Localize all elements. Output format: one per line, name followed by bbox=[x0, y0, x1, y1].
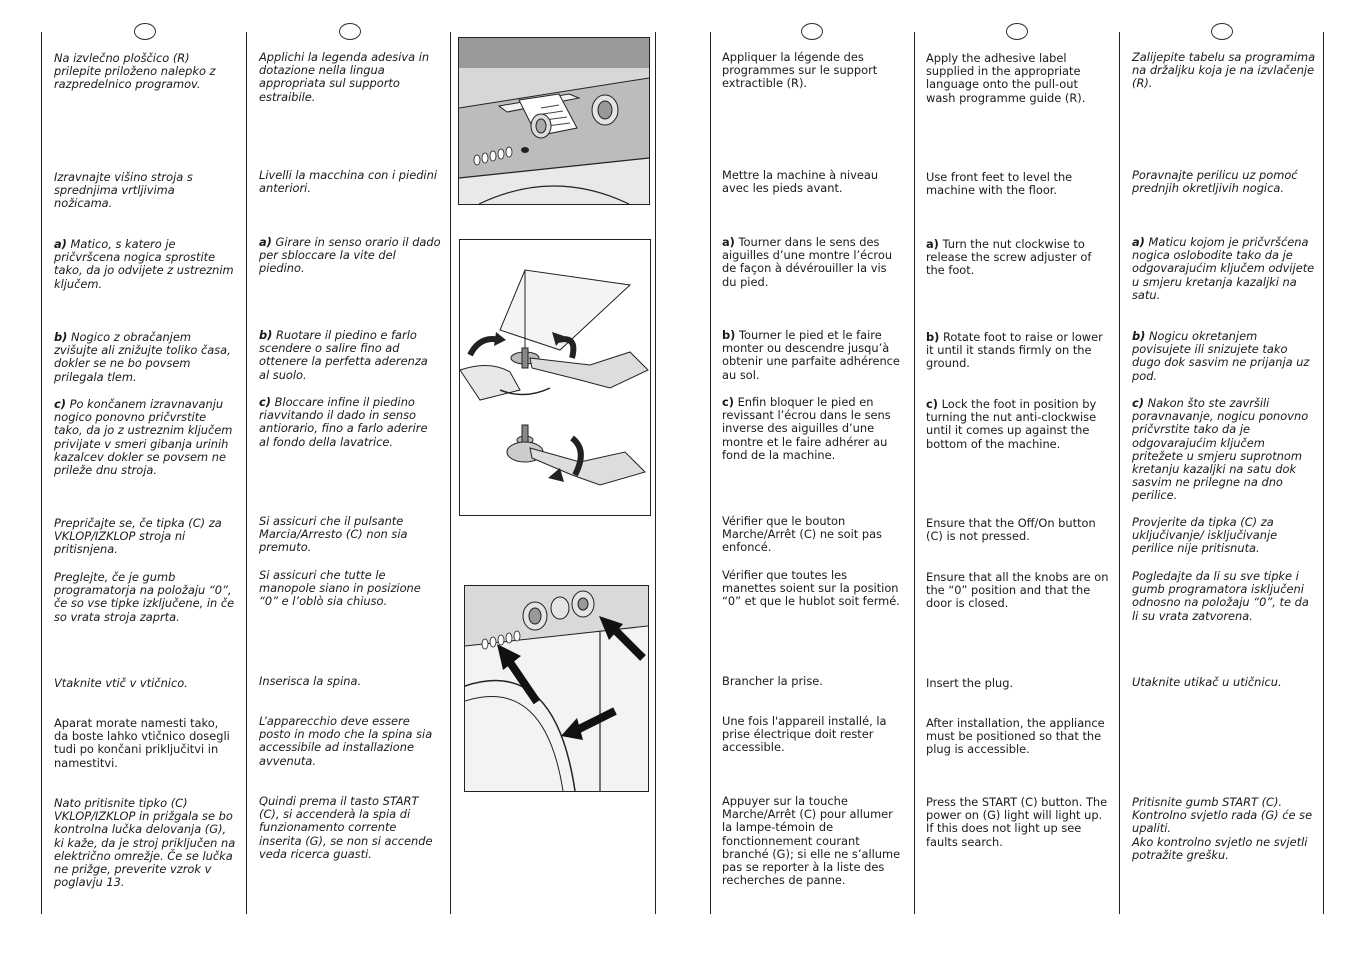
step-text: Lock the foot in position by turning the nut anti-clockwise until it comes up against the bottom of the machine. bbox=[926, 397, 1097, 451]
paragraph: Poravnajte perilicu uz pomoć prednjih okretljivih nogica. bbox=[1132, 168, 1298, 196]
step-label: c) bbox=[722, 395, 734, 409]
paragraph bbox=[722, 329, 904, 382]
paragraph bbox=[259, 396, 441, 449]
step-label: a) bbox=[259, 235, 272, 249]
paragraph: Brancher la prise. bbox=[722, 674, 823, 688]
paragraph: Na izvlečno ploščico (R) prilepite priloženo nalepko z razpredelnico programov. bbox=[54, 51, 216, 92]
step-text: Bloccare infine il piedino riavvitando il dado in senso antiorario, fino a farlo aderire al fondo della lavatrice. bbox=[259, 395, 428, 449]
step-label: b) bbox=[722, 328, 736, 342]
column-rule bbox=[710, 32, 711, 914]
step-text: Ruotare il piedino e farlo scendere o salire fino ad ottenere la perfetta aderenza al suolo. bbox=[259, 328, 428, 382]
figure-programme-guide bbox=[458, 37, 650, 205]
paragraph: Applichi la legenda adesiva in dotazione nella lingua appropriata sul supporto estraibile. bbox=[259, 50, 430, 104]
paragraph: Livelli la macchina con i piedini anteriori. bbox=[259, 168, 437, 196]
step-label: c) bbox=[1132, 396, 1144, 410]
paragraph bbox=[54, 398, 236, 477]
paragraph: Provjerite da tipka (C) za uključivanje/ isključivanje perilice nije pritisnuta. bbox=[1132, 515, 1278, 556]
step-text: Po končanem izravnavanju nogico ponovno pričvrstite tako, da jo z ustreznim ključem privijate v smeri gibanja urinih kazalcev dokler se povsem ne prileže dnu stroja. bbox=[54, 397, 233, 478]
paragraph: Vérifier que le bouton Marche/Arrêt (C) ne soit pas enfoncé. bbox=[722, 514, 882, 555]
column-rule bbox=[41, 32, 42, 914]
step-text: Tourner dans le sens des aiguilles d’une montre l’écrou de façon à dévérouiller la vis du pied. bbox=[722, 235, 893, 289]
paragraph: Ensure that all the knobs are on the “0” position and that the door is closed. bbox=[926, 570, 1109, 611]
paragraph bbox=[722, 396, 904, 462]
step-label: a) bbox=[1132, 235, 1145, 249]
column-rule bbox=[914, 32, 915, 914]
paragraph: Prepričajte se, če tipka (C) za VKLOP/IZKLOP stroja ni pritisnjena. bbox=[54, 516, 222, 557]
paragraph: Preglejte, če je gumb programatorja na položaju “0”, če so vse tipke izključene, in če so vrata stroja zaprta. bbox=[54, 570, 235, 624]
paragraph: Aparat morate namesti tako, da boste lahko vtičnico dosegli tudi po končani priključitvi in namestitvi. bbox=[54, 716, 230, 770]
step-label: c) bbox=[54, 397, 66, 411]
knobs-and-door-illustration bbox=[465, 586, 648, 791]
paragraph bbox=[926, 398, 1110, 451]
washing-machine-panel-illustration bbox=[459, 38, 649, 204]
step-text: Matico, s katero je pričvršcena nogica sprostite tako, da jo odvijete z ustreznim ključem. bbox=[54, 237, 234, 291]
paragraph: Inserisca la spina. bbox=[259, 674, 362, 688]
language-marker bbox=[1211, 23, 1233, 40]
paragraph: L’apparecchio deve essere posto in modo che la spina sia accessibile ad installazione avvenuta. bbox=[259, 714, 433, 768]
paragraph: Vtaknite vtič v vtičnico. bbox=[54, 676, 188, 690]
paragraph bbox=[722, 236, 904, 289]
step-text: Turn the nut clockwise to release the screw adjuster of the foot. bbox=[926, 237, 1092, 278]
step-label: a) bbox=[54, 237, 67, 251]
paragraph bbox=[926, 238, 1110, 278]
paragraph: Appliquer la légende des programmes sur le support extractible (R). bbox=[722, 50, 878, 91]
levelling-feet-illustration bbox=[460, 240, 650, 515]
paragraph: After installation, the appliance must be positioned so that the plug is accessible. bbox=[926, 716, 1105, 757]
paragraph: Appuyer sur la touche Marche/Arrêt (C) pour allumer la lampe-témoin de fonctionnement courant branché (G); si elle ne s’allume pas se reporter à la liste des recherches de panne. bbox=[722, 794, 901, 888]
paragraph: Apply the adhesive label supplied in the appropriate language onto the pull-out wash programme guide (R). bbox=[926, 51, 1086, 105]
step-text: Maticu kojom je pričvršćena nogica oslobodite tako da je odgovarajućim ključem odvijete u smjeru kretanja kazaljki na satu. bbox=[1132, 235, 1315, 302]
language-marker bbox=[339, 23, 361, 40]
step-label: c) bbox=[259, 395, 271, 409]
step-text: Nakon što ste završili poravnavanje, nogicu ponovno pričvrstite tako da je odgovarajućim ključem pritežete u smjeru suprotnom kretanju kazaljki na satu dok sasvim ne prilegne na dno perilice. bbox=[1132, 396, 1309, 503]
paragraph: Press the START (C) button. The power on (G) light will light up. If this does not light up see faults search. bbox=[926, 795, 1108, 849]
paragraph: Use front feet to level the machine with the floor. bbox=[926, 170, 1073, 198]
paragraph: Quindi prema il tasto START (C), si accenderà la spia di funzionamento corrente inserita (G), se non si accende veda ricerca guasti. bbox=[259, 794, 433, 861]
step-text: Girare in senso orario il dado per sbloccare la vite del piedino. bbox=[259, 235, 441, 276]
column-rule bbox=[246, 32, 247, 914]
step-label: a) bbox=[926, 237, 939, 251]
paragraph: Vérifier que toutes les manettes soient sur la position “0” et que le hublot soit fermé. bbox=[722, 568, 900, 609]
paragraph: Utaknite utikač u utičnicu. bbox=[1132, 675, 1282, 689]
paragraph: Insert the plug. bbox=[926, 676, 1014, 690]
paragraph: Pogledajte da li su sve tipke i gumb programatora isključeni odnosno na položaju “0”, te da li su vrata zatvorena. bbox=[1132, 569, 1309, 623]
paragraph bbox=[54, 238, 236, 291]
step-text: Tourner le pied et le faire monter ou descendre jusqu’à obtenir une parfaite adhérence au sol. bbox=[722, 328, 900, 382]
paragraph: Pritisnite gumb START (C). Kontrolno svjetlo rada (G) će se upaliti. Ako kontrolno svjetlo ne svjetli potražite grešku. bbox=[1132, 795, 1313, 862]
paragraph: Si assicuri che tutte le manopole siano in posizione “0” e l’oblò sia chiuso. bbox=[259, 568, 421, 609]
step-label: b) bbox=[1132, 329, 1146, 343]
paragraph: Si assicuri che il pulsante Marcia/Arresto (C) non sia premuto. bbox=[259, 514, 408, 555]
paragraph bbox=[1132, 330, 1316, 383]
paragraph: Mettre la machine à niveau avec les pieds avant. bbox=[722, 168, 879, 196]
step-text: Rotate foot to raise or lower it until it stands firmly on the ground. bbox=[926, 330, 1103, 371]
step-label: a) bbox=[722, 235, 735, 249]
paragraph bbox=[259, 329, 441, 382]
paragraph: Une fois l'appareil installé, la prise électrique doit rester accessible. bbox=[722, 714, 887, 755]
paragraph: Nato pritisnite tipko (C) VKLOP/IZKLOP in prižgala se bo kontrolna lučka delovanja (G), ki kaže, da je stroj priključen na električno omrežje. Če se lučka ne prižge, preverite vzrok v poglavju 13. bbox=[54, 796, 236, 890]
paragraph bbox=[1132, 397, 1316, 503]
step-label: b) bbox=[926, 330, 940, 344]
step-label: b) bbox=[54, 330, 68, 344]
step-text: Nogico z obračanjem zvišujte ali znižujte toliko časa, dokler se ne bo povsem prilegala tlem. bbox=[54, 330, 231, 384]
column-rule bbox=[655, 32, 656, 914]
figure-levelling-feet bbox=[459, 239, 651, 516]
column-rule bbox=[1119, 32, 1120, 914]
step-text: Nogicu okretanjem povisujete ili snizujete tako dugo dok sasvim ne prijanja uz pod. bbox=[1132, 329, 1310, 383]
paragraph bbox=[926, 331, 1110, 371]
step-label: b) bbox=[259, 328, 273, 342]
column-rule bbox=[450, 32, 451, 914]
paragraph bbox=[1132, 236, 1316, 302]
figure-knobs-door bbox=[464, 585, 649, 792]
paragraph: Ensure that the Off/On button (C) is not pressed. bbox=[926, 516, 1096, 544]
column-rule bbox=[1323, 32, 1324, 914]
paragraph bbox=[259, 236, 441, 276]
step-text: Enfin bloquer le pied en revissant l’écrou dans le sens inverse des aiguilles d’une montre et le faire adhérer au fond de la machine. bbox=[722, 395, 891, 462]
language-marker bbox=[134, 23, 156, 40]
paragraph: Izravnajte višino stroja s sprednjima vrtljivima nožicama. bbox=[54, 170, 193, 211]
paragraph bbox=[54, 331, 236, 384]
step-label: c) bbox=[926, 397, 938, 411]
language-marker bbox=[1006, 23, 1028, 40]
language-marker bbox=[801, 23, 823, 40]
paragraph: Zalijepite tabelu sa programima na držaljku koja je na izvlačenje (R). bbox=[1132, 50, 1316, 91]
